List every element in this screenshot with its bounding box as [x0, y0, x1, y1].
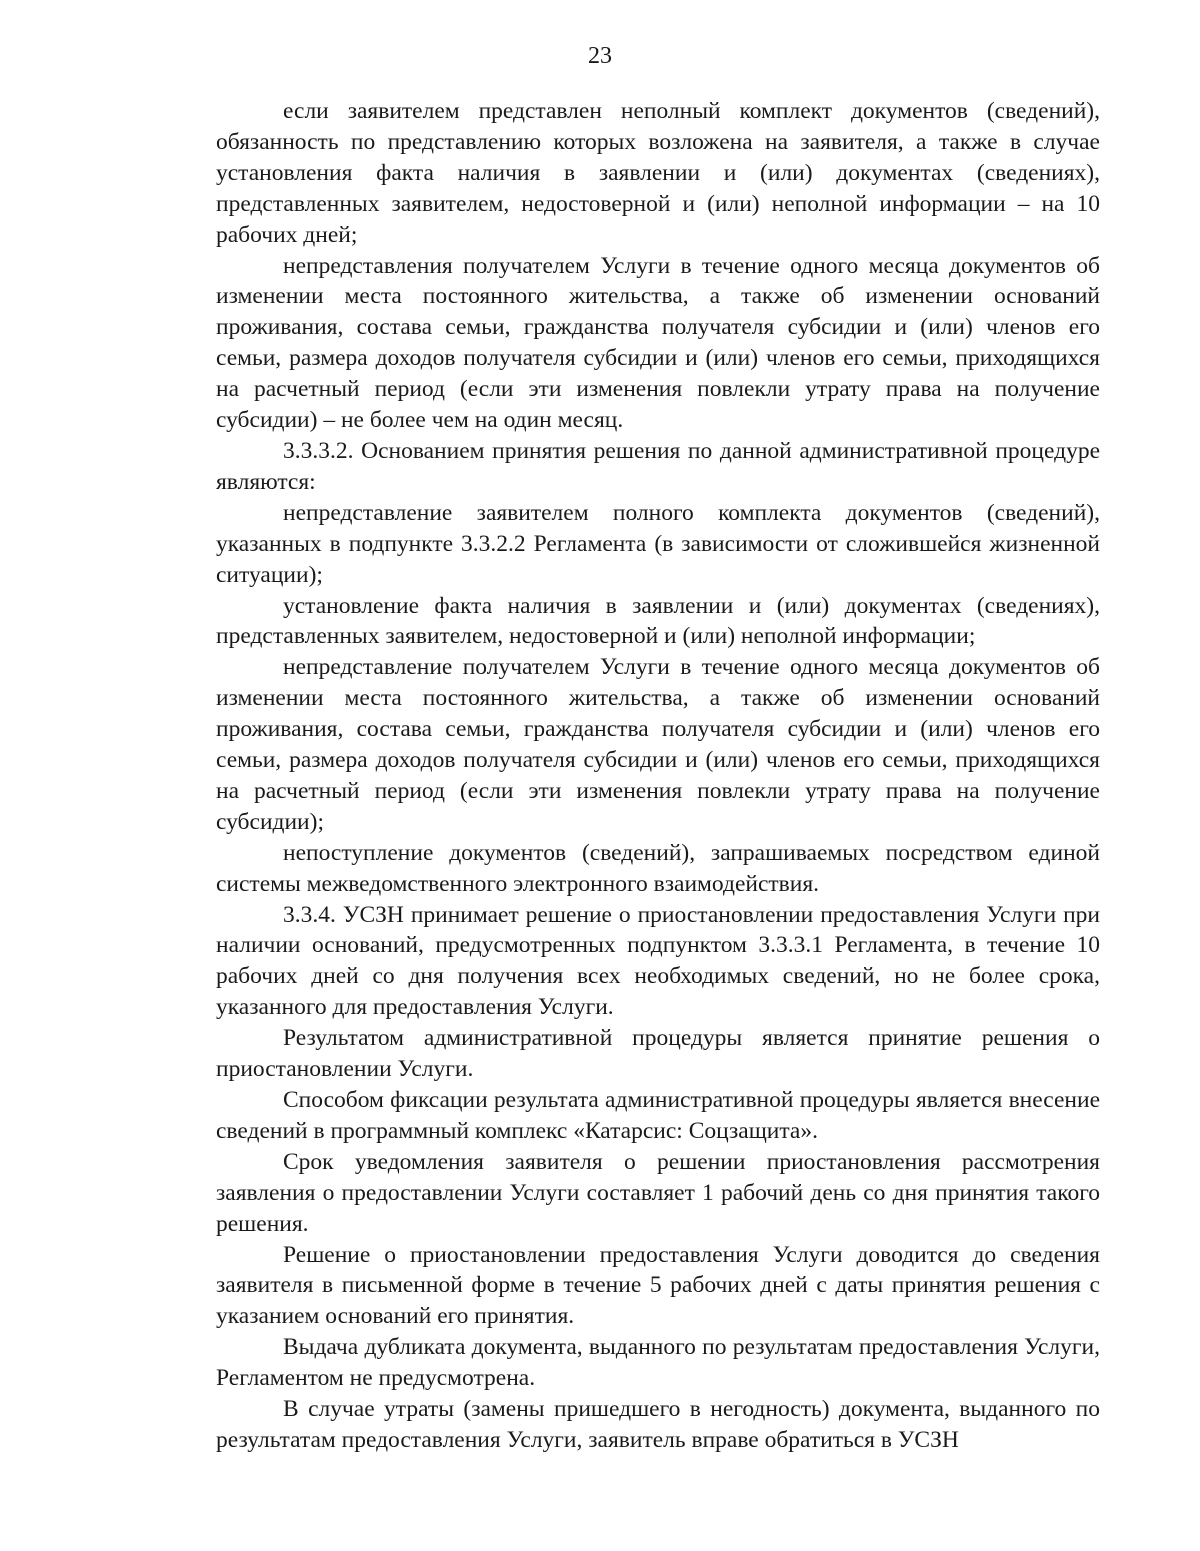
- paragraph: Результатом административной процедуры является принятие решения о приостановлении Услуги.: [216, 1025, 1100, 1083]
- paragraph: Выдача дубликата документа, выданного по результатам предоставления Услуги, Регламентом не предусмотрена.: [216, 1334, 1100, 1392]
- paragraph: Решение о приостановлении предоставления Услуги доводится до сведения заявителя в письменной форме в течение 5 рабочих дней с даты принятия решения с указанием оснований его принятия.: [216, 1241, 1100, 1330]
- paragraph: если заявителем представлен неполный комплект документов (сведений), обязанность по представлению которых возложена на заявителя, а также в случае установления факта наличия в заявлении и (или) документах (сведениях), представленных заявителем, недостоверной и (или) неполной информации – на 10 рабочих дней;: [216, 98, 1100, 248]
- paragraph: непоступление документов (сведений), запрашиваемых посредством единой системы межведомственного электронного взаимодействия.: [216, 839, 1100, 897]
- page-number: 23: [588, 43, 612, 69]
- paragraph: непредставление заявителем полного комплекта документов (сведений), указанных в подпункте 3.3.2.2 Регламента (в зависимости от сложившейся жизненной ситуации);: [216, 499, 1100, 588]
- paragraph: установление факта наличия в заявлении и (или) документах (сведениях), представленных заявителем, недостоверной и (или) неполной информации;: [216, 592, 1100, 650]
- paragraph: непредставления получателем Услуги в течение одного месяца документов об изменении места постоянного жительства, а также об изменении оснований проживания, состава семьи, гражданства получателя субсидии и (или) членов его семьи, размера доходов получателя субсидии и (или) членов его семьи, приходящихся на расчетный период (если эти изменения повлекли утрату права на получение субсидии) – не более чем на один месяц.: [216, 252, 1100, 434]
- paragraph: непредставление получателем Услуги в течение одного месяца документов об изменении места постоянного жительства, а также об изменении оснований проживания, состава семьи, гражданства получателя субсидии и (или) членов его семьи, размера доходов получателя субсидии и (или) членов его семьи, приходящихся на расчетный период (если эти изменения повлекли утрату права на получение субсидии);: [216, 654, 1100, 835]
- paragraph: 3.3.4. УСЗН принимает решение о приостановлении предоставления Услуги при наличии оснований, предусмотренных подпунктом 3.3.3.1 Регламента, в течение 10 рабочих дней со дня получения всех необходимых сведений, но не более срока, указанного для предоставления Услуги.: [216, 901, 1100, 1021]
- paragraph: В случае утраты (замены пришедшего в негодность) документа, выданного по результатам предоставления Услуги, заявитель вправе обратиться в УСЗН: [216, 1396, 1100, 1453]
- document-body: [216, 96, 1100, 1456]
- paragraph: Срок уведомления заявителя о решении приостановления рассмотрения заявления о предоставлении Услуги составляет 1 рабочий день со дня принятия такого решения.: [216, 1148, 1100, 1237]
- paragraph: 3.3.3.2. Основанием принятия решения по данной административной процедуре являются:: [216, 437, 1100, 495]
- paragraph: Способом фиксации результата административной процедуры является внесение сведений в программный комплекс «Катарсис: Соцзащита».: [216, 1087, 1100, 1144]
